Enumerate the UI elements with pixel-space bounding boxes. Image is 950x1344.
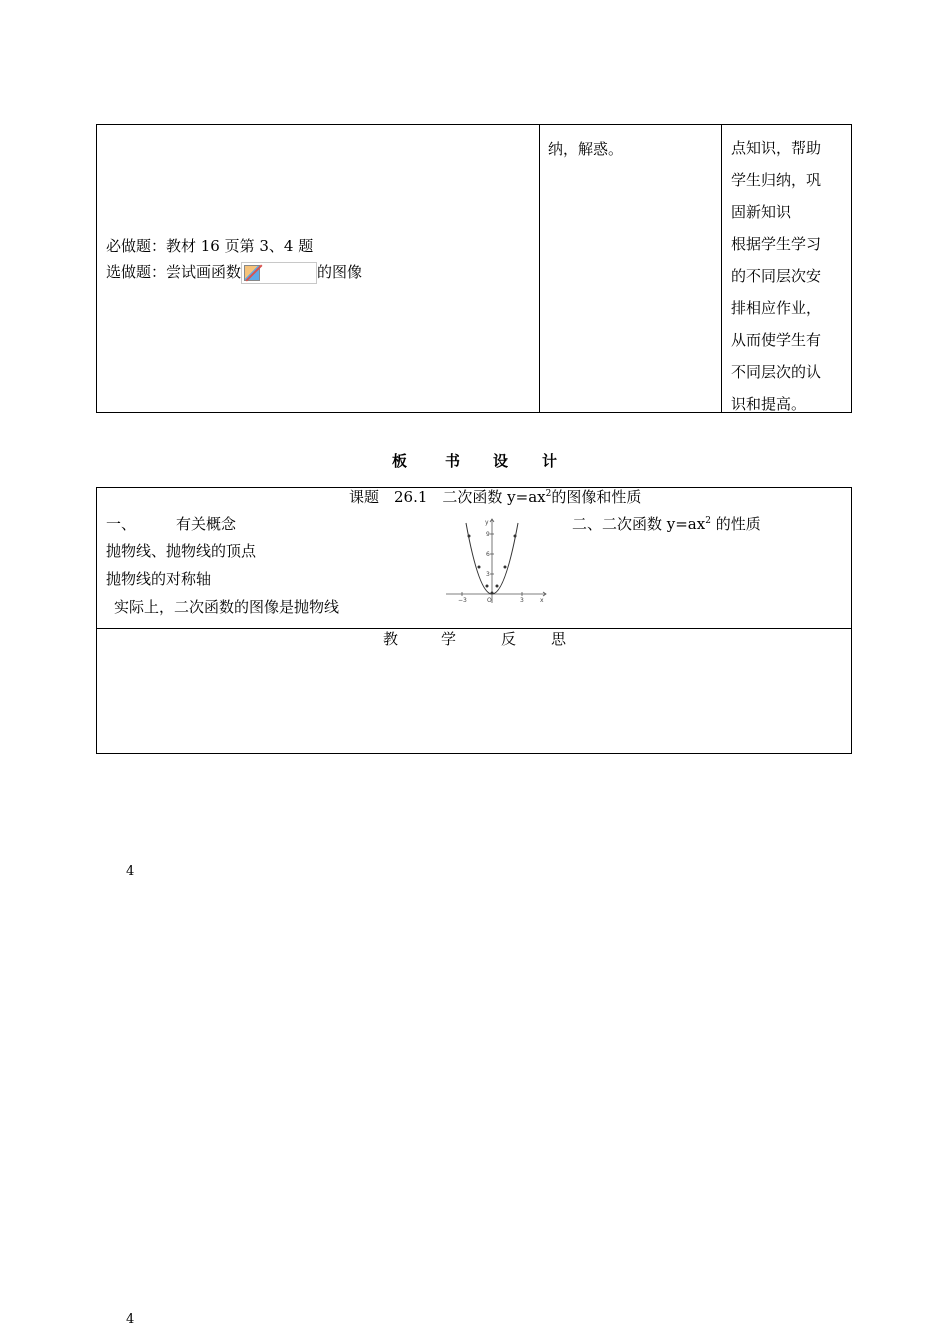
heading-char: 思	[551, 630, 567, 648]
graph-point	[468, 535, 471, 538]
x-axis-label: x	[540, 597, 544, 604]
table-divider	[96, 628, 852, 629]
section-number: 一、	[106, 515, 137, 533]
origin-label: O	[487, 597, 492, 604]
heading-char: 板	[392, 452, 408, 470]
lesson-title-main: 课题 26.1 二次函数 y=ax	[349, 488, 546, 506]
concept-heading	[106, 514, 236, 534]
column-3-line: 排相应作业，	[731, 299, 822, 317]
x-tick-label: 3	[520, 597, 524, 604]
heading-char: 教	[383, 630, 399, 648]
properties-heading-suffix: 的性质	[710, 515, 761, 533]
column-3-line: 的不同层次安	[731, 267, 822, 285]
y-tick-label: 6	[486, 551, 490, 558]
lesson-title-suffix: 的图像和性质	[551, 488, 642, 506]
broken-image-icon	[244, 265, 260, 281]
x-tick-label: −3	[458, 597, 467, 604]
graph-point	[491, 592, 494, 595]
column-3-line: 从而使学生有	[731, 331, 822, 349]
concept-line: 抛物线的对称轴	[106, 570, 212, 588]
section-title: 有关概念	[176, 515, 237, 533]
column-3-line: 识和提高。	[731, 395, 807, 413]
column-3-line: 学生归纳，巩	[731, 171, 822, 189]
homework-optional-prefix: 选做题：尝试画函数	[106, 263, 242, 281]
graph-point	[496, 585, 499, 588]
graph-point	[504, 566, 507, 569]
heading-char: 设	[493, 452, 509, 470]
column-3-line: 根据学生学习	[731, 235, 822, 253]
column-2-text: 纳，解惑。	[548, 140, 624, 158]
graph-axes	[446, 519, 546, 603]
heading-char: 书	[445, 452, 461, 470]
heading-char: 反	[501, 630, 517, 648]
y-tick-label: 3	[486, 571, 490, 578]
graph-point	[514, 535, 517, 538]
concept-line: 抛物线、抛物线的顶点	[106, 542, 257, 560]
graph-point	[478, 566, 481, 569]
column-3-line: 不同层次的认	[731, 363, 822, 381]
lesson-title-sup: 2	[545, 489, 552, 499]
homework-optional-suffix: 的图像	[317, 263, 363, 281]
parabola-graph	[444, 515, 550, 605]
page-number: 4	[126, 864, 135, 879]
properties-heading-main: 二、二次函数 y=ax	[572, 515, 706, 533]
y-axis-label: y	[485, 519, 489, 526]
y-tick-label: 9	[486, 531, 490, 538]
page-number: 4	[126, 1312, 135, 1327]
heading-char: 计	[542, 452, 558, 470]
lesson-title	[349, 487, 641, 507]
formula-image	[241, 262, 317, 284]
table-divider	[721, 124, 722, 413]
concept-line: 实际上，二次函数的图像是抛物线	[114, 598, 340, 616]
column-3-text	[731, 132, 821, 420]
homework-required: 必做题：教材 16 页第 3、4 题	[106, 237, 314, 255]
homework-optional	[106, 262, 362, 284]
properties-heading-sup: 2	[705, 516, 711, 526]
properties-heading	[572, 514, 761, 534]
heading-char: 学	[441, 630, 457, 648]
graph-point	[486, 585, 489, 588]
table-divider	[539, 124, 540, 413]
column-3-line: 点知识，帮助	[731, 139, 822, 157]
column-3-line: 固新知识	[731, 203, 792, 221]
